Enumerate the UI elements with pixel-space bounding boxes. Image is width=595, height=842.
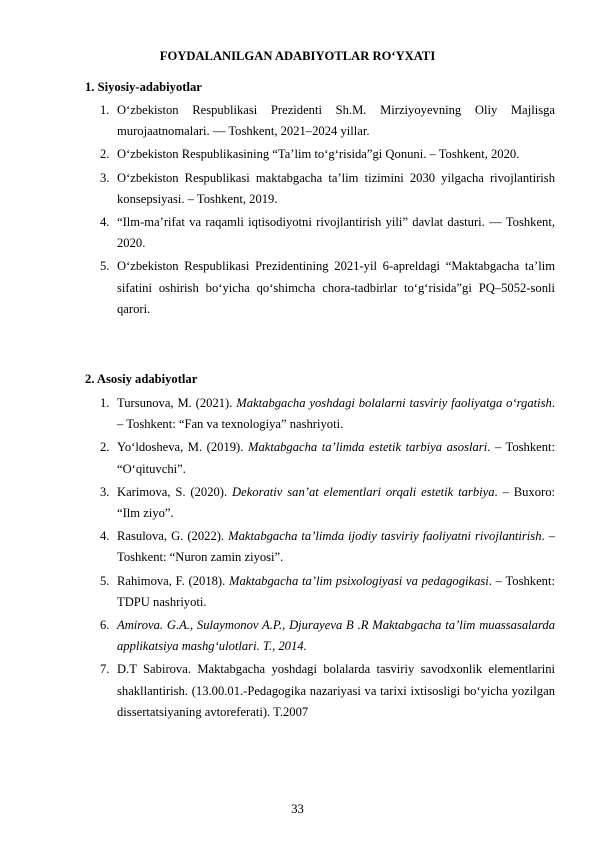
reference-list-main [100, 393, 555, 725]
reference-text: “Ilm-ma’rifat va raqamli iqtisodiyotni rivojlantirish yili” davlat dasturi. — Toshkent, 2020. [117, 215, 555, 251]
reference-publisher: . – Toshkent: “O‘qituvchi”. [117, 440, 555, 476]
reference-author: Rasulova, G. (2022). [117, 529, 229, 544]
section-heading-political: 1. Siyosiy-adabiyotlar [85, 80, 202, 94]
reference-publisher: . – Toshkent: TDPU nashriyoti. [117, 573, 555, 609]
reference-text: O‘zbekiston Respublikasi Prezidenti Sh.M. Mirziyoyevning Oliy Majlisga murojaatnomalari. — Toshkent, 2021–2024 yillar. [117, 103, 555, 139]
reference-text: D.T Sabirova. Maktabgacha yoshdagi bolalarda tasviriy savodxonlik elementlarini shakllantirish. (13.00.01.-Pedagogika nazariyasi va tarixi ixtisosligi bo‘yicha yozilgan dissertatsiyaning avtoreferati). T.2007 [117, 662, 555, 719]
reference-author: Yo‘ldosheva, M. (2019). [117, 440, 248, 455]
reference-text: O‘zbekiston Respublikasi Prezidentining 2021-yil 6-apreldagi “Maktabgacha ta’lim sifatini oshirish bo‘yicha qo‘shimcha chora-tadbirlar to‘g‘risida”gi PQ–5052-sonli qarori. [117, 259, 555, 316]
reference-item [100, 526, 555, 568]
reference-publisher: . – Toshkent: “Nuron zamin ziyosi”. [117, 529, 556, 565]
reference-publisher: . – Buxoro: “Ilm ziyo”. [117, 484, 556, 521]
reference-number: 3. [100, 484, 110, 499]
reference-number: 3. [100, 170, 110, 185]
reference-item [100, 168, 555, 210]
reference-number: 4. [100, 529, 110, 544]
section-heading-main: 2. Asosiy adabiyotlar [85, 372, 198, 386]
reference-item [100, 482, 555, 524]
reference-item [100, 571, 555, 613]
reference-item [100, 144, 555, 165]
page-title: FOYDALANILGAN ADABIYOTLAR RO‘YXATI [159, 49, 436, 63]
reference-number: 6. [100, 618, 110, 633]
reference-number: 1. [100, 396, 110, 410]
reference-title: Maktabgacha ta’limda ijodiy tasviriy faoliyatni rivojlantirish [228, 529, 542, 544]
reference-number: 7. [100, 662, 110, 677]
reference-item [100, 100, 555, 142]
reference-publisher: . – Toshkent: “Fan va texnologiya” nashriyoti. [117, 396, 555, 432]
reference-title: Amirova. G.A., Sulaymonov A.P., Djurayeva B .R Maktabgacha ta’lim muassasalarda applikatsiya mashg‘ulotlari. T., 2014. [117, 618, 555, 654]
reference-item [100, 437, 555, 479]
reference-title: Maktabgacha ta’limda estetik tarbiya asoslari [247, 440, 488, 455]
reference-item [100, 256, 555, 320]
reference-number: 5. [100, 259, 110, 274]
reference-item [100, 659, 555, 723]
reference-author: Rahimova, F. (2018). [117, 573, 229, 588]
reference-list-political [100, 100, 555, 322]
reference-item [100, 393, 555, 435]
reference-item [100, 615, 555, 657]
reference-title: Maktabgacha ta’lim psixologiyasi va pedagogikasi [229, 573, 489, 588]
reference-author: Tursunova, M. (2021). [117, 396, 237, 410]
reference-number: 5. [100, 573, 110, 588]
reference-number: 2. [100, 440, 110, 455]
reference-title: Dekorativ san’at elementlari orqali estetik tarbiya [232, 484, 495, 499]
reference-number: 1. [100, 103, 110, 117]
reference-number: 4. [100, 215, 110, 230]
reference-author: Karimova, S. (2020). [117, 484, 233, 499]
reference-text: O‘zbekiston Respublikasining “Ta’lim to‘g‘risida”gi Qonuni. – Toshkent, 2020. [117, 147, 520, 162]
reference-number: 2. [100, 147, 110, 162]
reference-title: Maktabgacha yoshdagi bolalarni tasviriy faoliyatga o‘rgatish [236, 396, 552, 410]
page-number: 33 [291, 802, 304, 816]
reference-item [100, 212, 555, 254]
reference-text: O‘zbekiston Respublikasi maktabgacha ta’lim tizimini 2030 yilgacha rivojlantirish konsepsiyasi. – Toshkent, 2019. [117, 170, 555, 206]
